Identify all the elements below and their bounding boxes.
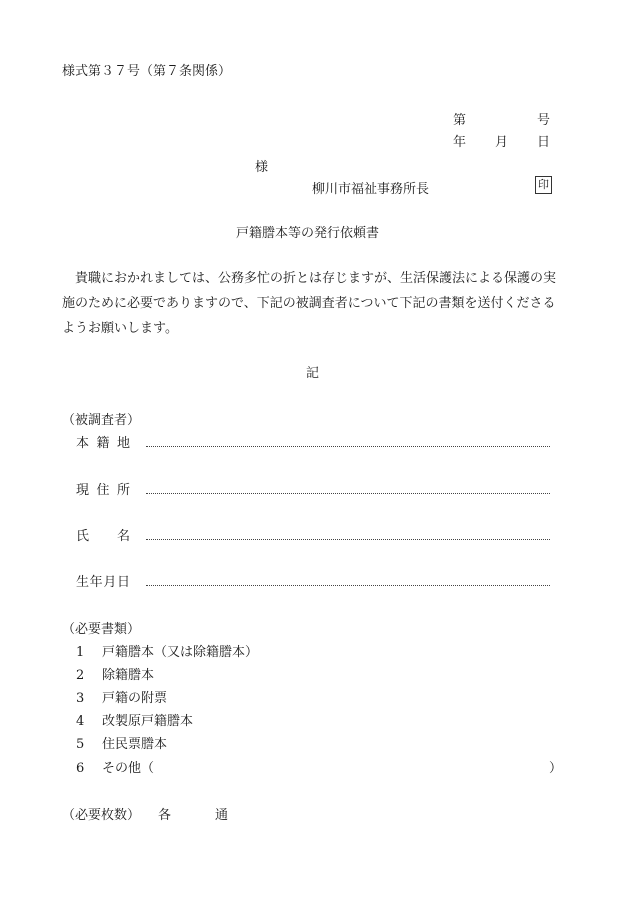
field-line-name[interactable] [146, 539, 550, 540]
field-label-honseki [76, 432, 130, 451]
document-item [76, 687, 167, 706]
document-item-text: 除籍謄本 [102, 668, 155, 683]
field-label-char: 名 [116, 529, 130, 544]
field-label-name [76, 525, 130, 544]
copies-label: （必要枚数） [62, 808, 141, 823]
field-label-char: 月 [103, 575, 117, 590]
date-day-label: 日 [537, 135, 551, 150]
other-close-paren: ） [549, 761, 563, 776]
date-month-label: 月 [495, 135, 509, 150]
document-item [76, 641, 258, 660]
field-label-birthdate [76, 571, 130, 590]
field-label-address [76, 479, 130, 498]
document-item [76, 710, 193, 729]
document-item [76, 757, 154, 776]
field-label-char: 籍 [96, 436, 110, 451]
copies-each: 各 [158, 808, 172, 823]
date-year-label: 年 [453, 135, 467, 150]
document-item [76, 664, 154, 683]
document-item-text: 住民票謄本 [102, 737, 168, 752]
document-item-text: 戸籍謄本（又は除籍謄本） [102, 645, 259, 660]
document-item-number: 6 [76, 761, 85, 776]
document-number-prefix: 第 [453, 113, 467, 128]
ki-heading: 記 [306, 366, 320, 381]
sender-name: 柳川市福祉事務所長 [312, 182, 430, 197]
document-item-number: 3 [76, 691, 85, 706]
copies-unit: 通 [215, 808, 229, 823]
document-item-text: 戸籍の附票 [102, 691, 168, 706]
field-label-char: 所 [116, 483, 130, 498]
seal-stamp: 印 [535, 176, 552, 194]
field-label-char: 現 [76, 483, 90, 498]
field-label-char: 本 [76, 436, 90, 451]
field-label-char: 地 [116, 436, 130, 451]
field-label-char: 氏 [76, 529, 90, 544]
field-label-char: 日 [116, 575, 130, 590]
document-item [76, 733, 167, 752]
document-item-number: 2 [76, 668, 85, 683]
field-label-char: 住 [96, 483, 110, 498]
document-item-number: 1 [76, 645, 85, 660]
field-label-char: 年 [89, 575, 103, 590]
form-number: 様式第３７号（第７条関係） [62, 64, 232, 79]
document-item-number: 4 [76, 714, 85, 729]
field-line-address[interactable] [146, 493, 550, 494]
document-item-text: 改製原戸籍謄本 [102, 714, 194, 729]
document-title: 戸籍謄本等の発行依頼書 [236, 226, 380, 241]
document-item-number: 5 [76, 737, 85, 752]
addressee-honorific: 様 [255, 160, 269, 175]
document-number-suffix: 号 [537, 113, 551, 128]
documents-heading: （必要書類） [62, 622, 141, 637]
request-body-text: 貴職におかれましては、公務多忙の折とは存じますが、生活保護法による保護の実施のために必要でありますので、下記の被調査者について下記の書類を送付くださるようお願いします。 [62, 271, 557, 336]
document-item-text: その他（ [102, 761, 155, 776]
field-line-birthdate[interactable] [146, 585, 550, 586]
subject-heading: （被調査者） [62, 413, 141, 428]
field-label-char: 生 [76, 575, 90, 590]
field-line-honseki[interactable] [146, 446, 550, 447]
